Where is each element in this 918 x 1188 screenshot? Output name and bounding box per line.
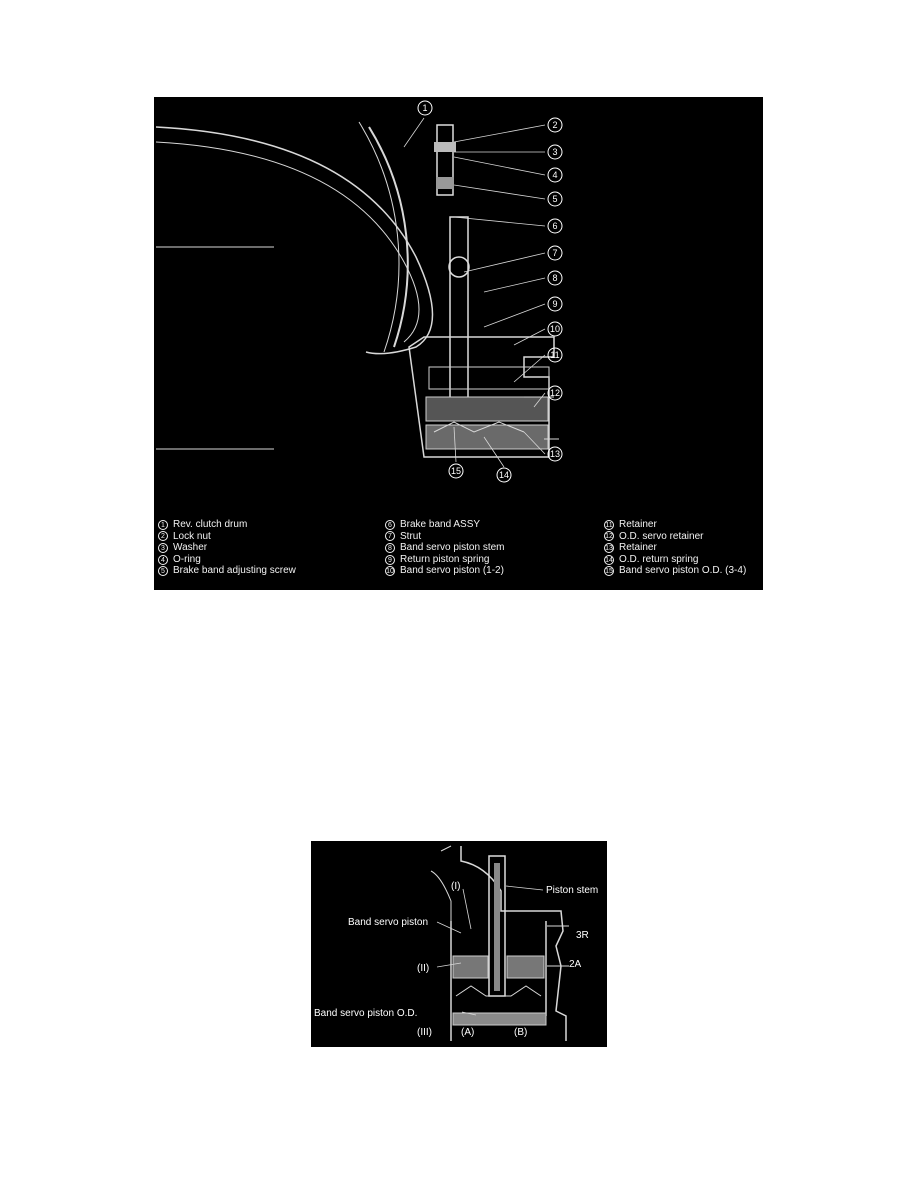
legend-number: 6: [385, 520, 395, 530]
servo-cross-section-drawing: [154, 97, 763, 519]
callout-7: [548, 246, 562, 260]
label-chamber-i: (I): [451, 881, 461, 892]
callout-13: [548, 447, 562, 461]
legend-item: [158, 542, 296, 554]
callout-12: [548, 386, 562, 400]
legend-column-1: [158, 519, 296, 577]
callout-2-label: 2: [552, 120, 558, 130]
callout-1: [418, 101, 432, 115]
label-band-servo-piston: Band servo piston: [348, 917, 429, 928]
label-port-3r: 3R: [576, 930, 589, 941]
legend-text: Strut: [400, 530, 422, 542]
callout-14: [497, 468, 511, 482]
legend-number: 10: [386, 568, 394, 576]
legend-column-2: [385, 519, 505, 577]
callout-6-label: 6: [552, 221, 558, 231]
legend-text: Retainer: [619, 519, 657, 530]
callout-10-label: 10: [549, 324, 561, 334]
legend-number: 14: [605, 556, 613, 564]
parts-legend: [154, 519, 763, 590]
label-port-2a: 2A: [569, 959, 582, 970]
callout-7-label: 7: [552, 248, 558, 258]
callout-15: [449, 464, 463, 478]
legend-text: Band servo piston O.D. (3-4): [619, 565, 747, 577]
legend-number: 8: [385, 543, 395, 553]
callout-3: [548, 145, 562, 159]
legend-number: 4: [158, 555, 168, 565]
callout-8-label: 8: [552, 273, 558, 283]
legend-text: Band servo piston stem: [400, 542, 505, 554]
legend-text: O-ring: [173, 553, 201, 565]
legend-number: 5: [158, 566, 168, 576]
legend-text: Lock nut: [173, 530, 211, 542]
legend-item: [385, 554, 505, 566]
legend-item: [385, 519, 505, 531]
callout-9-label: 9: [552, 299, 558, 309]
legend-number: 12: [605, 533, 613, 541]
legend-number: 3: [158, 543, 168, 553]
callout-1-label: 1: [422, 103, 428, 113]
legend-item: [158, 531, 296, 543]
callout-2: [548, 118, 562, 132]
label-chamber-ii: (II): [417, 963, 430, 974]
hydraulic-chamber-drawing: [311, 841, 607, 1047]
callout-12-label: 12: [549, 388, 561, 398]
legend-number: 13: [605, 544, 613, 552]
label-piston-stem: Piston stem: [546, 885, 599, 896]
legend-item: [604, 554, 746, 566]
legend-text: Return piston spring: [400, 553, 490, 565]
legend-text: Retainer: [619, 542, 657, 554]
label-band-servo-piston-od: Band servo piston O.D.: [314, 1008, 418, 1019]
legend-item: [158, 554, 296, 566]
legend-text: Brake band ASSY: [400, 519, 481, 530]
legend-text: O.D. return spring: [619, 553, 699, 565]
servo-cross-section-figure: [154, 97, 763, 590]
legend-item: [385, 531, 505, 543]
legend-number: 1: [158, 520, 168, 530]
legend-number: 7: [385, 531, 395, 541]
legend-item: [158, 519, 296, 531]
legend-number: 11: [605, 521, 613, 529]
callout-13-label: 13: [549, 449, 561, 459]
legend-item: [604, 531, 746, 543]
legend-text: Band servo piston (1-2): [400, 565, 504, 577]
legend-number: 15: [605, 568, 613, 576]
legend-number: 9: [385, 555, 395, 565]
hydraulic-chamber-figure: [311, 841, 607, 1047]
callout-6: [548, 219, 562, 233]
legend-item: [604, 542, 746, 554]
label-port-a: (A): [461, 1027, 475, 1038]
legend-text: Rev. clutch drum: [173, 519, 248, 530]
callout-9: [548, 297, 562, 311]
legend-item: [604, 565, 746, 577]
label-port-b: (B): [514, 1027, 528, 1038]
callout-11: [548, 348, 562, 362]
callout-10: [548, 322, 562, 336]
callout-5: [548, 192, 562, 206]
legend-number: 2: [158, 531, 168, 541]
legend-text: Brake band adjusting screw: [173, 565, 296, 577]
legend-text: Washer: [173, 542, 208, 554]
legend-item: [385, 542, 505, 554]
legend-item: [385, 565, 505, 577]
callout-11-label: 11: [550, 350, 560, 360]
legend-text: O.D. servo retainer: [619, 530, 704, 542]
legend-item: [158, 565, 296, 577]
legend-column-3: [604, 519, 746, 577]
callout-8: [548, 271, 562, 285]
label-chamber-iii: (III): [417, 1027, 432, 1038]
callout-15-label: 15: [450, 466, 462, 476]
callout-4-label: 4: [552, 170, 558, 180]
callout-14-label: 14: [498, 470, 510, 480]
callout-5-label: 5: [552, 194, 558, 204]
callout-3-label: 3: [552, 147, 558, 157]
legend-item: [604, 519, 746, 531]
callout-4: [548, 168, 562, 182]
